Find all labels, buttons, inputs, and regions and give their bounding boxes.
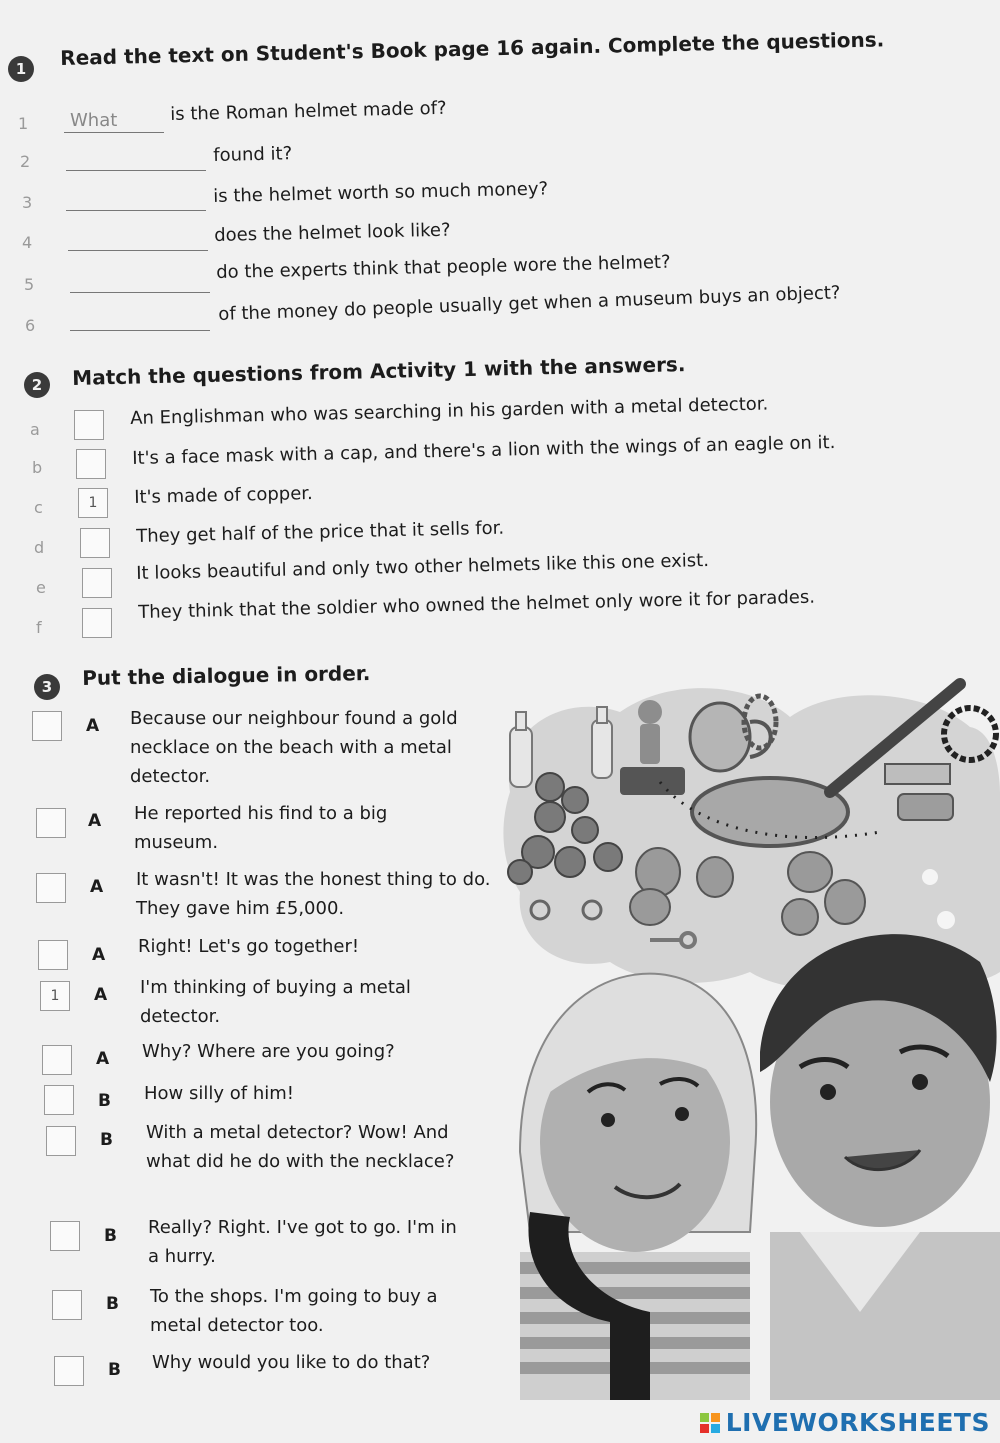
- question-text: does the helmet look like?: [214, 219, 451, 246]
- liveworksheets-mark-icon: [700, 1413, 720, 1433]
- girl: [520, 974, 756, 1400]
- boy: [760, 934, 1000, 1400]
- dialogue-text: Really? Right. I've got to go. I'm in a hurry.: [148, 1217, 457, 1267]
- answer-letter: a: [30, 420, 40, 439]
- illustration-treasure-hunters: [500, 672, 1000, 1400]
- dialogue-text: Why would you like to do that?: [152, 1352, 431, 1373]
- speaker-label: B: [98, 1091, 111, 1111]
- order-box[interactable]: [42, 1045, 72, 1075]
- dialogue-text: Right! Let's go together!: [138, 936, 360, 957]
- question-text: of the money do people usually get when a museum buys an object?: [218, 282, 841, 325]
- speaker-label: A: [96, 1049, 110, 1069]
- match-box[interactable]: [76, 449, 106, 479]
- order-box[interactable]: [32, 711, 62, 741]
- answer-letter: c: [34, 498, 43, 517]
- speaker-label: A: [94, 985, 108, 1005]
- activity-1-number: 1: [8, 56, 34, 82]
- question-text: do the experts think that people wore the helmet?: [216, 251, 671, 283]
- answer-letter: e: [36, 578, 46, 597]
- question-number: 6: [25, 316, 36, 335]
- match-box[interactable]: [82, 568, 112, 598]
- answer-text: An Englishman who was searching in his garden with a metal detector.: [130, 393, 769, 429]
- dialogue-text: To the shops. I'm going to buy a metal detector too.: [150, 1286, 438, 1336]
- answer-letter: f: [36, 618, 42, 637]
- dialogue-text: Why? Where are you going?: [142, 1041, 395, 1062]
- question-number: 4: [22, 233, 33, 252]
- answer-blank[interactable]: [70, 292, 210, 293]
- order-box[interactable]: [50, 1221, 80, 1251]
- speaker-label: A: [86, 716, 100, 736]
- answer-blank[interactable]: [66, 210, 206, 211]
- dialogue-text: How silly of him!: [144, 1083, 294, 1104]
- order-box[interactable]: [36, 808, 66, 838]
- dialogue-text: I'm thinking of buying a metal detector.: [140, 977, 411, 1027]
- question-text: found it?: [213, 143, 293, 166]
- activity-2-heading: Match the questions from Activity 1 with the answers.: [72, 352, 686, 390]
- speaker-label: B: [104, 1226, 117, 1246]
- match-box[interactable]: 1: [78, 488, 108, 518]
- speaker-label: B: [100, 1130, 113, 1150]
- answer-text: They get half of the price that it sells for.: [136, 517, 505, 547]
- speaker-label: B: [106, 1294, 119, 1314]
- dialogue-text: He reported his find to a big museum.: [134, 803, 388, 853]
- answer-blank[interactable]: [68, 250, 208, 251]
- answer-text: It's a face mask with a cap, and there's a lion with the wings of an eagle on it.: [132, 432, 836, 469]
- speaker-label: A: [90, 877, 104, 897]
- jug: [690, 703, 750, 771]
- order-box[interactable]: [46, 1126, 76, 1156]
- question-number: 2: [20, 152, 31, 171]
- speaker-label: A: [92, 945, 106, 965]
- order-box[interactable]: [44, 1085, 74, 1115]
- bottle: [592, 720, 612, 778]
- answer-blank[interactable]: [64, 110, 164, 133]
- order-box[interactable]: [38, 940, 68, 970]
- question-text: is the Roman helmet made of?: [170, 97, 447, 125]
- dialogue-text: It wasn't! It was the honest thing to do. They gave him £5,000.: [136, 869, 491, 919]
- dialogue-text: Because our neighbour found a gold necklace on the beach with a metal detector.: [130, 708, 458, 787]
- statue: [640, 724, 660, 764]
- answer-blank[interactable]: [70, 330, 210, 331]
- speaker-label: B: [108, 1360, 121, 1380]
- speaker-label: A: [88, 811, 102, 831]
- frying-pan: [692, 778, 848, 846]
- answer-letter: b: [32, 458, 43, 477]
- activity-1-heading: Read the text on Student's Book page 16 again. Complete the questions.: [60, 27, 885, 70]
- match-box[interactable]: [80, 528, 110, 558]
- dialogue-text: With a metal detector? Wow! And what did he do with the necklace?: [146, 1122, 455, 1172]
- question-number: 5: [24, 275, 35, 294]
- liveworksheets-brand-text: LIVEWORKSHEETS: [725, 1408, 990, 1437]
- answer-text: What: [70, 110, 118, 131]
- order-box[interactable]: [54, 1356, 84, 1386]
- question-number: 3: [22, 193, 33, 212]
- match-box[interactable]: [82, 608, 112, 638]
- bottle: [510, 727, 532, 787]
- treasure-box: [620, 767, 685, 795]
- match-box[interactable]: [74, 410, 104, 440]
- activity-3-heading: Put the dialogue in order.: [82, 660, 371, 690]
- answer-blank[interactable]: [66, 170, 206, 171]
- order-box[interactable]: 1: [40, 981, 70, 1011]
- order-box[interactable]: [36, 873, 66, 903]
- liveworksheets-logo[interactable]: [700, 1408, 990, 1437]
- answer-text: They think that the soldier who owned the helmet only wore it for parades.: [138, 586, 816, 623]
- answer-text: It looks beautiful and only two other helmets like this one exist.: [136, 550, 710, 584]
- order-box[interactable]: [52, 1290, 82, 1320]
- answer-text: It's made of copper.: [134, 482, 314, 508]
- question-text: is the helmet worth so much money?: [213, 178, 549, 207]
- answer-letter: d: [34, 538, 45, 557]
- activity-2-number: 2: [24, 372, 50, 398]
- question-number: 1: [18, 114, 29, 133]
- activity-3-number: 3: [34, 674, 60, 700]
